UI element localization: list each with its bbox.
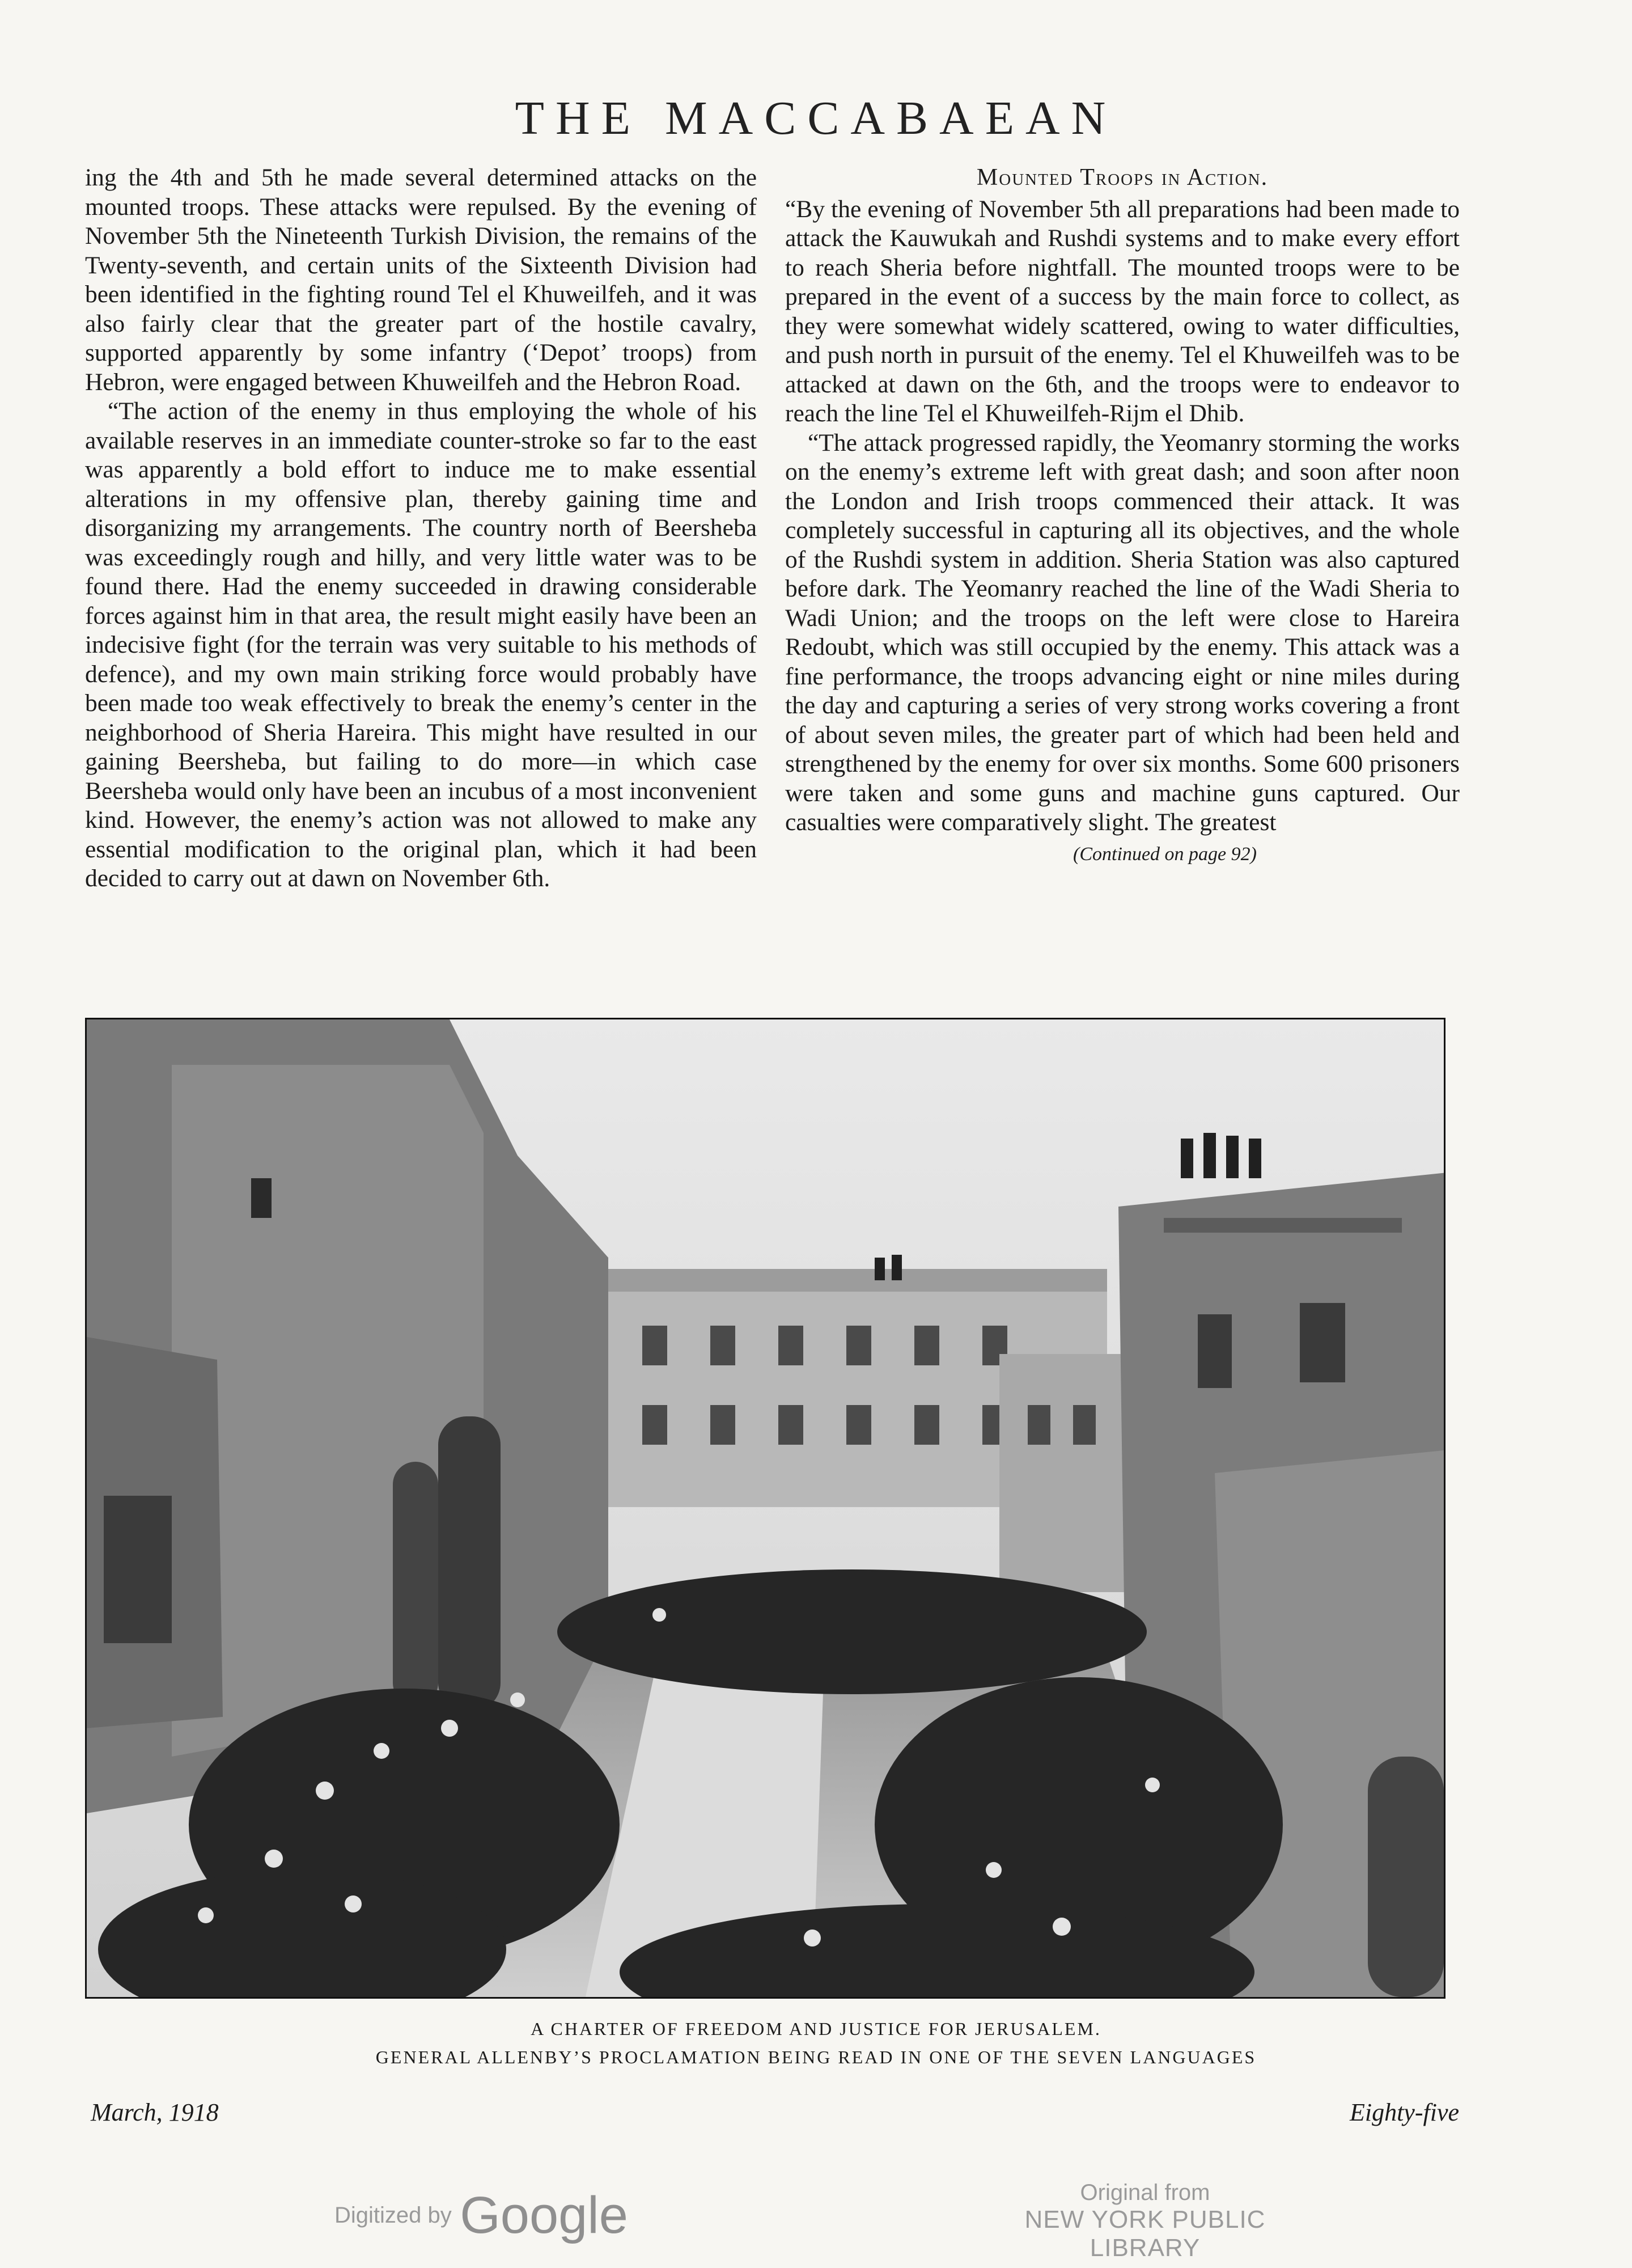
left-text-column [85, 163, 757, 894]
digitized-by-label: Digitized by [334, 2203, 452, 2228]
paragraph: ing the 4th and 5th he made several determined attacks on the mounted troops. These attacks were repulsed. By the evening of November 5th the Nineteenth Turkish Division, the remains of the Twenty-seventh, and certain units of the Sixteenth Division had been identified in the fighting round Tel el Khuweilfeh, and it was also fairly clear that the greater part of the hostile cavalry, supported apparently by some infantry (‘Depot’ troops) from Hebron, were engaged between Khuweilfeh and the Hebron Road. [85, 164, 757, 396]
continued-note: (Continued on page 92) [1073, 843, 1257, 865]
photo-illustration [87, 1019, 1444, 1997]
photo-caption-title: A CHARTER OF FREEDOM AND JUSTICE FOR JERUSALEM. [531, 2019, 1101, 2039]
paragraph: “The action of the enemy in thus employing the whole of his available reserves in an immediate counter-stroke so far to the east was apparently a bold effort to induce me to make essential alterations in my offensive plan, thereby gaining time and disorganizing my arrangements. The country north of Beersheba was exceedingly rough and hilly, and very little water was to be found there. Had the enemy succeeded in drawing considerable forces against him in that area, the result might easily have been an indecisive fight (for the terrain was very suitable to his methods of defence), and my own main striking force would probably have been made too weak effectively to break the enemy’s center in the neighborhood of Sheria Hareira. This might have resulted in our gaining Beersheba, but failing to do more—in which case Beersheba would only have been an incubus of a most inconvenient kind. However, the enemy’s action was not allowed to make any essential modification to the original plan, which it had been decided to carry out at dawn on November 6th. [85, 397, 757, 892]
photo-caption-subtitle: GENERAL ALLENBY’S PROCLAMATION BEING READ IN ONE OF THE SEVEN LANGUAGES [375, 2047, 1257, 2067]
google-logo: Google [460, 2186, 628, 2244]
paragraph: “The attack progressed rapidly, the Yeomanry storming the works on the enemy’s extreme left with great dash; and soon after noon the London and Irish troops commenced their attack. It was completely successful in capturing all its objectives, and the whole of the Rushdi system in addition. Sheria Station was also captured before dark. The Yeomanry reached the line of the Wadi Sheria to Wadi Union; and the troops on the left were close to Hareira Redoubt, which was still occupied by the enemy. This attack was a fine performance, the troops advancing eight or nine miles during the day and capturing a series of very strong works covering a front of about seven miles, the greater part of which had been held and strengthened by the enemy for over six months. Some 600 prisoners were taken and some guns and machine guns captured. Our casualties were comparatively slight. The greatest [785, 429, 1460, 836]
original-from-label: Original from [1080, 2180, 1210, 2205]
library-watermark [975, 2180, 1315, 2262]
issue-date: March, 1918 [91, 2098, 219, 2126]
page-number: Eighty-five [1349, 2098, 1459, 2126]
jerusalem-proclamation-photo [85, 1018, 1446, 1999]
library-name: NEW YORK PUBLIC LIBRARY [1024, 2206, 1266, 2262]
digitized-by-watermark [334, 2186, 628, 2245]
right-text-column [785, 163, 1460, 869]
paragraph: “By the evening of November 5th all preparations had been made to attack the Kauwukah and Rushdi systems and to make every effort to reach Sheria before nightfall. The mounted troops were to be prepared in the event of a success by the main force to collect, as they were somewhat widely scattered, owing to water difficulties, and push north in pursuit of the enemy. Tel el Khuweilfeh was to be attacked at dawn on the 6th, and the troops were to endeavor to reach the line Tel el Khuweilfeh-Rijm el Dhib. [785, 195, 1460, 427]
magazine-title: THE MACCABAEAN [515, 92, 1117, 145]
section-heading: Mounted Troops in Action. [976, 164, 1269, 191]
